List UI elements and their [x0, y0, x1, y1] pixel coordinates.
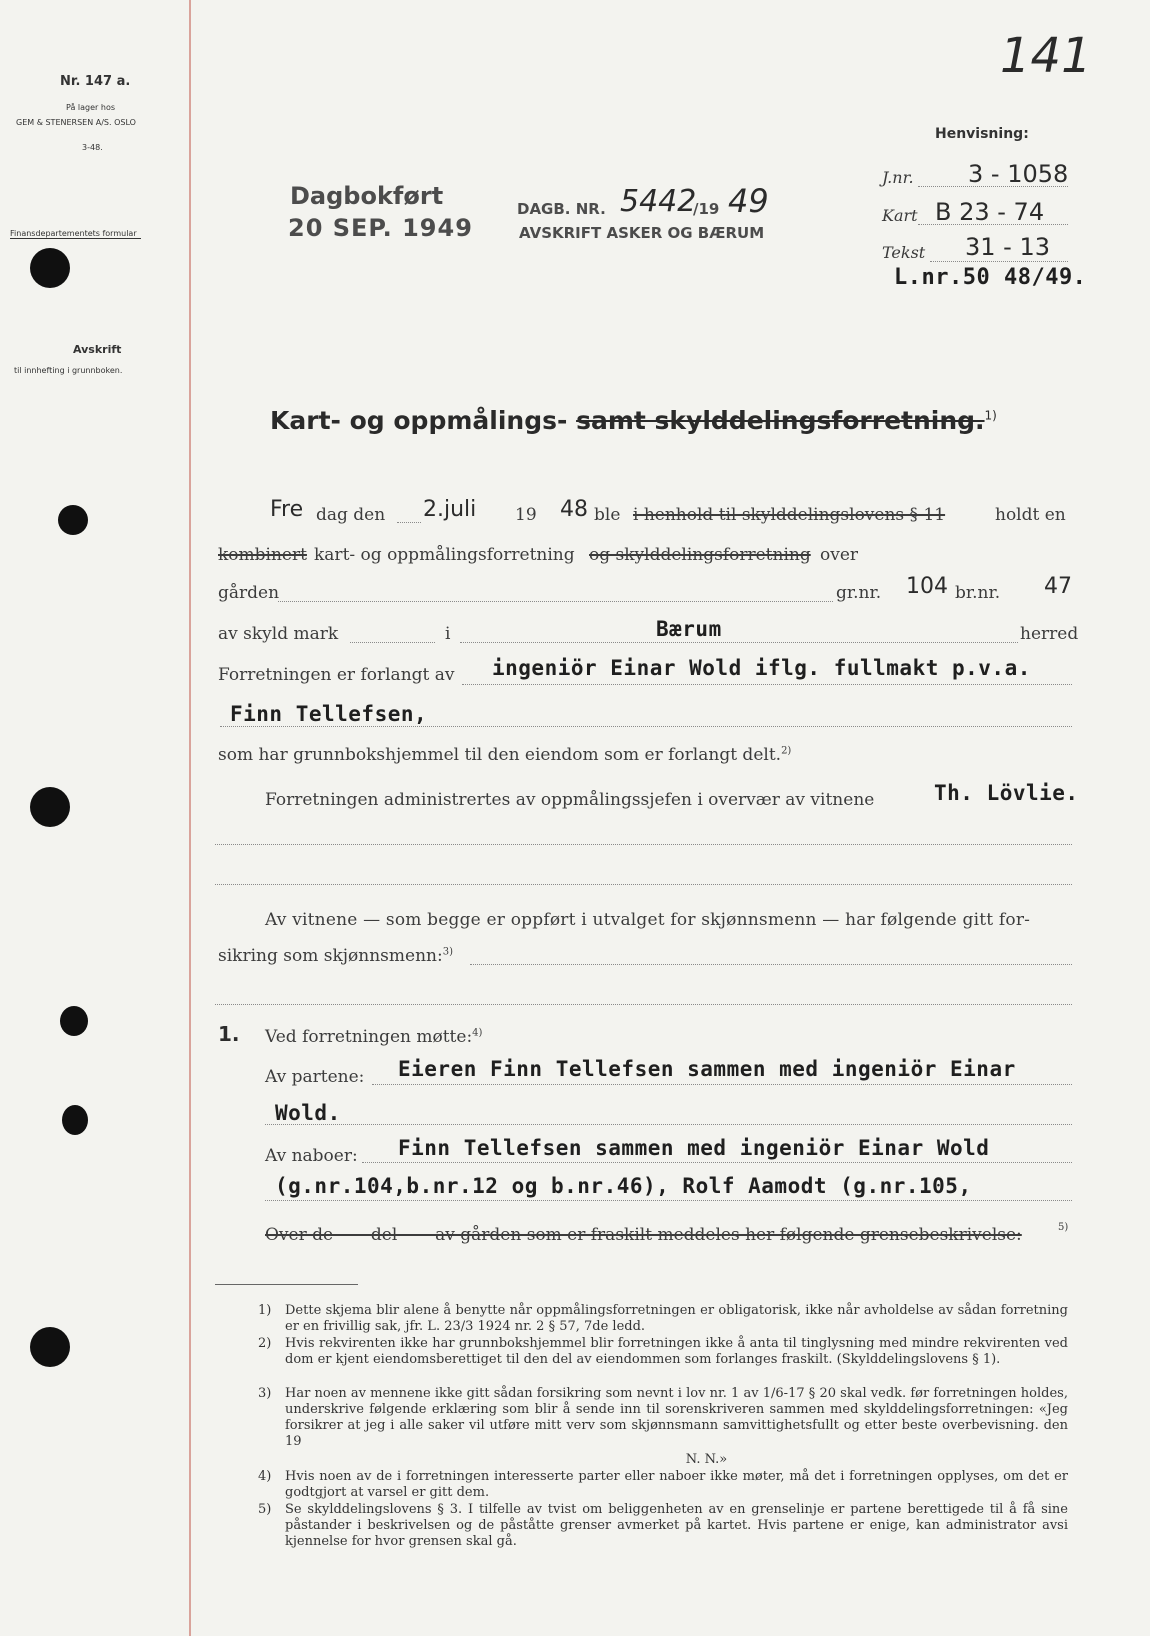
administreres-text: Forretningen administrertes av oppmålingssjefen i overvær av vitnene — [265, 790, 875, 810]
dagbok-stamp-label: Dagbokført — [290, 182, 444, 210]
binder-hole — [30, 787, 70, 827]
page-number: 141 — [1000, 28, 1092, 84]
binder-hole — [60, 1006, 88, 1036]
partene-value-2: Wold. — [275, 1101, 341, 1125]
dotted-line — [220, 726, 1072, 727]
dotted-line — [215, 844, 1072, 845]
footnote: 2) Hvis rekvirenten ikke har grunnbokshjemmel blir forretningen ikke å anta til tinglysning med mindre rekvirenten ved dom er kjent eiendomsberettiget til den del av eiendommen som forlanges fraskilt. (Skylddelingslovens § 1). — [258, 1336, 1068, 1367]
title-part-1: Kart- og oppmålings- — [270, 406, 568, 435]
ble-text: ble — [594, 505, 621, 525]
forlangt-value-1: ingeniör Einar Wold iflg. fullmakt p.v.a. — [492, 656, 1031, 680]
forlangt-value-2: Finn Tellefsen, — [230, 702, 428, 726]
form-title — [270, 406, 997, 435]
footnote-signature: N. N.» — [685, 1452, 728, 1467]
kart-label: Kart — [882, 206, 918, 225]
jnr-label: J.nr. — [882, 168, 914, 187]
form-number: Nr. 147 a. — [60, 74, 131, 89]
dotted-line — [372, 1084, 1072, 1085]
year-handwritten: 48 — [560, 497, 588, 522]
tekst-label: Tekst — [882, 243, 926, 262]
footnote: 5) Se skylddelingslovens § 3. I tilfelle av tvist om beliggenheten av en grenselinje er partene berettigede til å få sine påstander i beskrivelsen og de påståtte grenser avmerket på kartet. Hvis partene er enige, kan administrator avsi kjennelse for hvor grensen skal gå. — [258, 1502, 1068, 1549]
dotted-line — [397, 522, 421, 523]
binder-hole — [62, 1105, 88, 1135]
dotted-line — [265, 1124, 1072, 1125]
print-date: 3-48. — [82, 143, 103, 152]
naboer-value-2: (g.nr.104,b.nr.12 og b.nr.46), Rolf Aamodt (g.nr.105, — [275, 1174, 972, 1198]
item-number: 1. — [218, 1022, 240, 1046]
avskrift-label: Avskrift — [73, 343, 122, 356]
henvisning-heading: Henvisning: — [935, 126, 1029, 142]
binder-hole — [30, 1327, 70, 1367]
law-struck: i henhold til skylddelingslovens § 11 — [633, 505, 946, 525]
date-handwritten: 2.juli — [423, 497, 477, 522]
avskrift-stamp: AVSKRIFT ASKER OG BÆRUM — [519, 224, 765, 242]
binder-hole — [58, 505, 88, 535]
innhefting-label: til innhefting i grunnboken. — [14, 366, 123, 375]
dotted-line — [362, 1162, 1072, 1163]
tekst-value: 31 - 13 — [965, 233, 1050, 261]
naboer-value-1: Finn Tellefsen sammen med ingeniör Einar Wold — [398, 1136, 990, 1160]
lnr-value: L.nr.50 48/49. — [894, 265, 1087, 290]
garden-label: gården — [218, 583, 280, 603]
kart-og-text: kart- og oppmålingsforretning — [314, 545, 575, 565]
dotted-line — [215, 1004, 1072, 1005]
publisher-line: På lager hos — [66, 103, 115, 112]
av-skyld-label: av skyld mark — [218, 624, 339, 644]
binder-hole — [30, 248, 70, 288]
av-vitnene-line-2: sikring som skjønnsmenn:$^{3)}$ — [218, 946, 453, 966]
dotted-line — [918, 186, 1068, 187]
jnr-value: 3 - 1058 — [968, 160, 1069, 188]
dotted-line — [918, 224, 1068, 225]
dagb-nr-label: DAGB. NR. — [517, 200, 606, 218]
dagb-year: 49 — [728, 182, 769, 220]
partene-label: Av partene: — [265, 1067, 365, 1087]
av-vitnene-line-1: Av vitnene — som begge er oppført i utvalget for skjønnsmenn — har følgende gitt for- — [265, 910, 1031, 930]
dotted-line — [460, 642, 1018, 643]
skyld-struck: og skylddelingsforretning — [589, 545, 811, 565]
herred-text: herred — [1020, 624, 1079, 644]
year-prefix: 19 — [515, 505, 537, 525]
footnote: 4) Hvis noen av de i forretningen interesserte parter eller naboer ikke møter, må det i forretningen opplyses, om det er godtgjort at varsel er gitt dem. — [258, 1469, 1068, 1500]
vitne-value: Th. Lövlie. — [934, 781, 1079, 805]
dotted-line — [470, 964, 1072, 965]
kommune-value: Bærum — [656, 617, 722, 641]
i-text: i — [445, 624, 451, 644]
weekday-handwritten: Fre — [270, 497, 304, 522]
grnr-value: 104 — [906, 574, 948, 599]
partene-value-1: Eieren Finn Tellefsen sammen med ingeniör Einar — [398, 1057, 1016, 1081]
footnote: 1) Dette skjema blir alene å benytte når oppmålingsforretningen er obligatorisk, ikke når avholdelse av sådan forretning er en frivillig sak, jfr. L. 23/3 1924 nr. 2 § 57, 7de ledd. — [258, 1303, 1068, 1334]
kombinert-struck: kombinert — [218, 545, 307, 565]
dotted-line — [265, 1200, 1072, 1201]
brnr-value: 47 — [1044, 574, 1072, 599]
title-part-2-struck: samt skylddelingsforretning. — [576, 406, 985, 435]
grensebeskrivelse-struck: Over de del av gården som er fraskilt meddeles her følgende grensebeskrivelse: — [265, 1225, 1022, 1245]
dagbok-stamp-date: 20 SEP. 1949 — [288, 214, 473, 242]
dagb-nr-value: 5442 — [620, 184, 697, 219]
footnote-rule — [215, 1284, 358, 1285]
dotted-line — [215, 884, 1072, 885]
dotted-line — [462, 684, 1072, 685]
grensebeskrivelse-sup: 5) — [1058, 1222, 1069, 1233]
dagb-year-prefix: /19 — [693, 200, 720, 218]
dotted-line — [350, 642, 435, 643]
title-footnote-ref: 1) — [984, 408, 997, 423]
ved-forretningen-text: Ved forretningen møtte:$^{4)}$ — [265, 1027, 483, 1047]
dotted-line — [930, 261, 1068, 262]
grnr-label: gr.nr. — [836, 583, 882, 603]
margin-line — [189, 0, 191, 1636]
forlangt-label: Forretningen er forlangt av — [218, 665, 455, 685]
weekday-printed: dag den — [316, 505, 386, 525]
brnr-label: br.nr. — [955, 583, 1001, 603]
kart-value: B 23 - 74 — [935, 198, 1045, 226]
grunnboks-text: som har grunnbokshjemmel til den eiendom som er forlangt delt.$^{2)}$ — [218, 745, 792, 765]
form-label: Finansdepartementets formular — [10, 229, 141, 239]
holdt-en-text: holdt en — [995, 505, 1066, 525]
over-text: over — [820, 545, 859, 565]
publisher-name: GEM & STENERSEN A/S. OSLO — [16, 118, 136, 127]
footnote: 3) Har noen av mennene ikke gitt sådan forsikring som nevnt i lov nr. 1 av 1/6-17 § 20 skal vedk. før forretningen holdes, underskrive følgende erklæring som blir å sende inn til sorenskriveren sammen med skylddelingsforretningen: «Jeg forsikrer at jeg i alle saker vil utføre mitt verv som skjønnsmann samvittighetsfullt og etter beste overbevisning. den 19 — [258, 1386, 1068, 1449]
naboer-label: Av naboer: — [265, 1146, 358, 1166]
dotted-line — [278, 601, 833, 602]
